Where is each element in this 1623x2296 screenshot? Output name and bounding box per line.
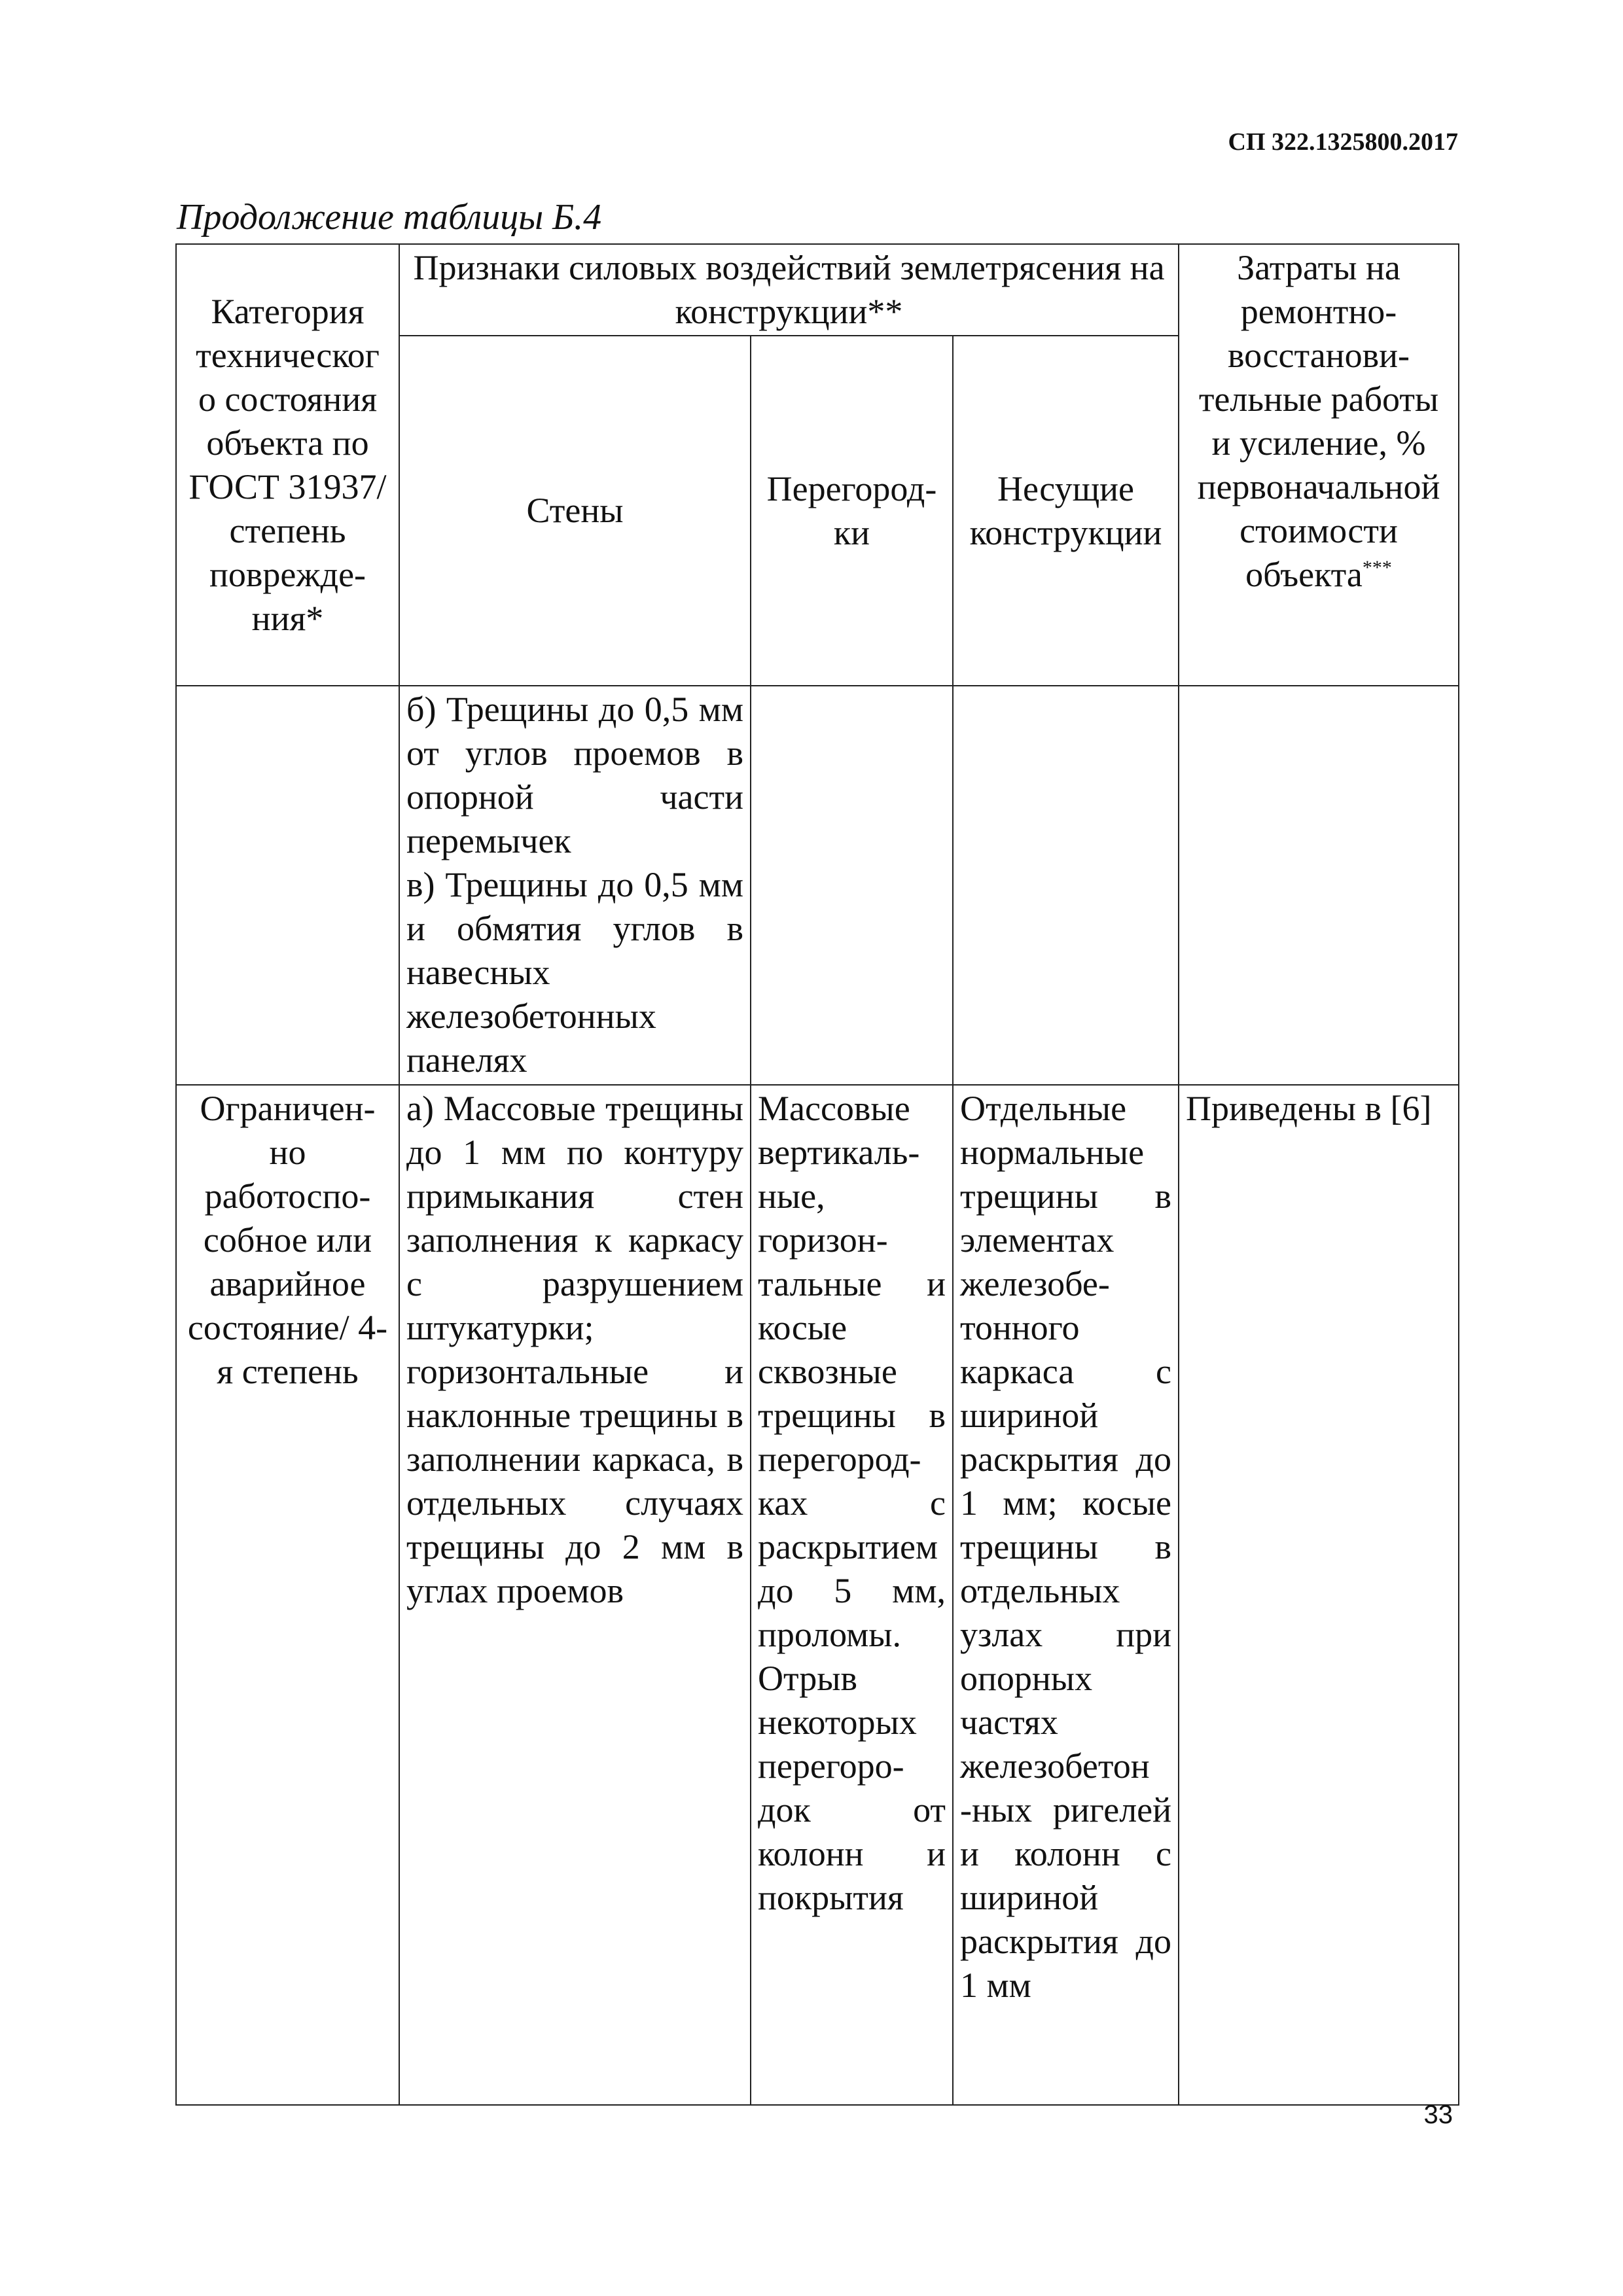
header-costs: Затраты на ремонтно-восстанови-тельные работы и усиление, % первоначальной стоимости объекта*** bbox=[1179, 244, 1459, 686]
table-caption: Продолжение таблицы Б.4 bbox=[177, 197, 602, 238]
cell-walls bbox=[399, 686, 751, 1085]
footnote-mark: *** bbox=[1362, 557, 1392, 578]
header-signs: Признаки силовых воздействий землетрясения на конструкции** bbox=[399, 244, 1179, 336]
cell-bearing: Отдельные нормальные трещины в элементах железобе-тонного каркаса с шириной раскрытия до 1 мм; косые трещины в отдельных узлах при опорных частях железобетон -ных ригелей и колонн с шириной раскрытия до 1 мм bbox=[953, 1085, 1179, 2105]
header-walls: Стены bbox=[399, 336, 751, 686]
cell-bearing bbox=[953, 686, 1179, 1085]
cell-category: Ограничен-но работоспо-собное или аварийное состояние/ 4-я степень bbox=[176, 1085, 399, 2105]
table-row bbox=[176, 1085, 1459, 2105]
document-code: СП 322.1325800.2017 bbox=[1228, 128, 1458, 156]
header-partitions: Перегород-ки bbox=[751, 336, 953, 686]
header-bearing: Несущие конструкции bbox=[953, 336, 1179, 686]
cell-category bbox=[176, 686, 399, 1085]
header-category: Категория техническог о состояния объекта по ГОСТ 31937/ степень поврежде-ния* bbox=[176, 244, 399, 686]
header-row-1 bbox=[176, 244, 1459, 336]
cell-costs: Приведены в [6] bbox=[1179, 1085, 1459, 2105]
walls-item-v: в) Трещины до 0,5 мм и обмятия углов в навесных железобетонных панелях bbox=[406, 865, 743, 1080]
damage-table bbox=[175, 243, 1459, 2106]
cell-walls: а) Массовые трещины до 1 мм по контуру примыкания стен заполнения к каркасу с разрушением штукатурки; горизонтальные и наклонные трещины в заполнении каркаса, в отдельных случаях трещины до 2 мм в углах проемов bbox=[399, 1085, 751, 2105]
cell-costs bbox=[1179, 686, 1459, 1085]
table-row bbox=[176, 686, 1459, 1085]
cell-partitions: Массовые вертикаль-ные, горизон-тальные и косые сквозные трещины в перегород-ках с раскрытием до 5 мм, проломы. Отрыв некоторых перегоро-док от колонн и покрытия bbox=[751, 1085, 953, 2105]
page-number: 33 bbox=[1423, 2100, 1453, 2129]
walls-item-b: б) Трещины до 0,5 мм от углов проемов в опорной части перемычек bbox=[406, 690, 743, 860]
cell-partitions bbox=[751, 686, 953, 1085]
